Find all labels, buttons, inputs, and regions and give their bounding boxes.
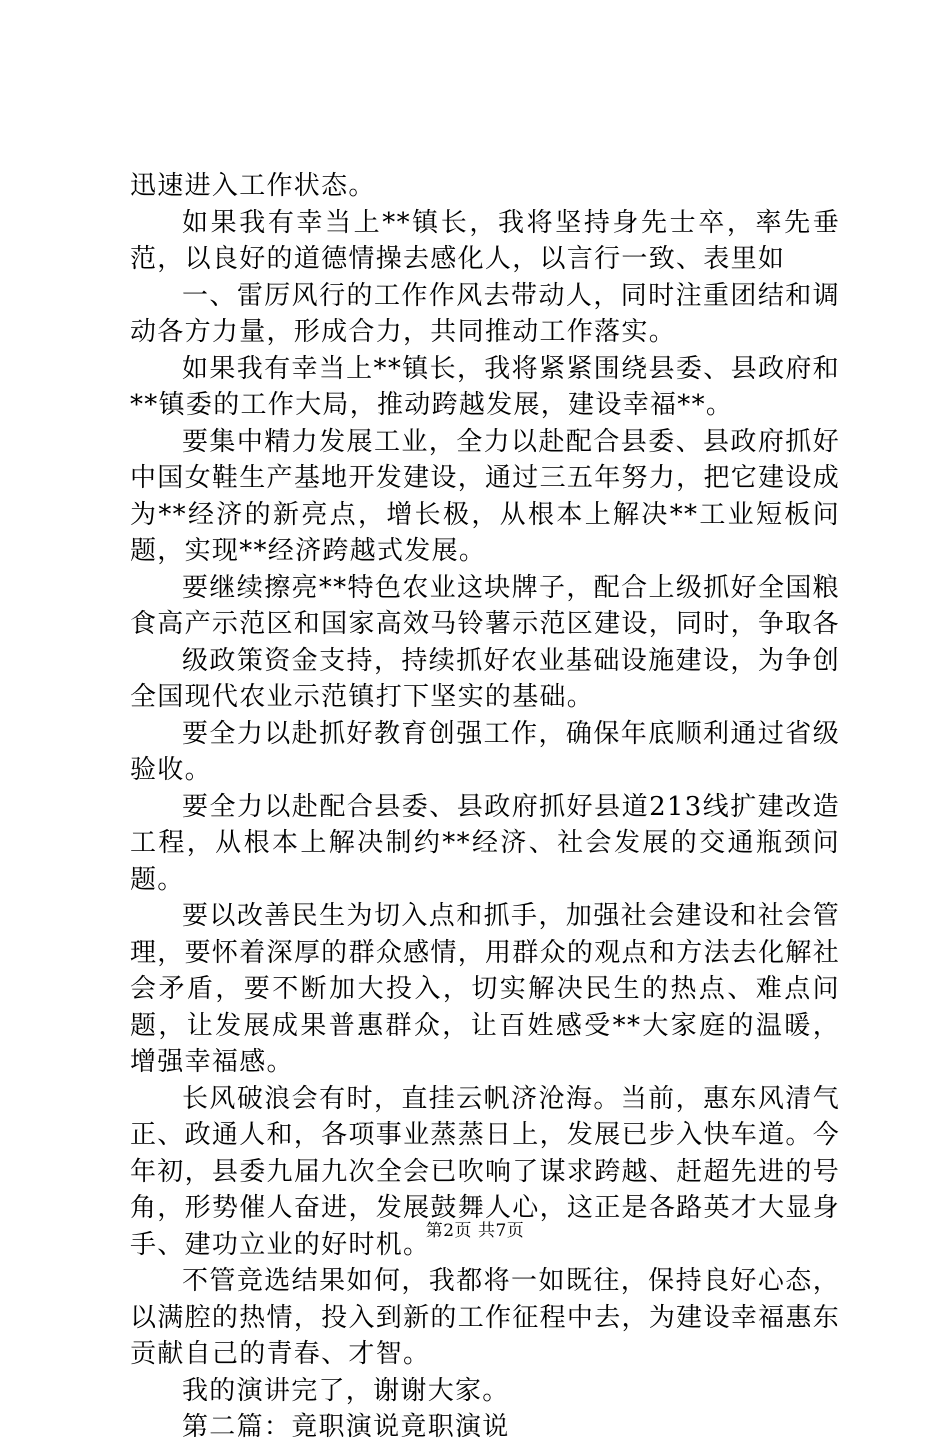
document-body — [130, 168, 840, 1446]
paragraph-7: 级政策资金支持，持续抓好农业基础设施建设，为争创全国现代农业示范镇打下坚实的基础。 — [130, 645, 840, 712]
paragraph-12: 不管竞选结果如何，我都将一如既往，保持良好心态，以满腔的热情，投入到新的工作征程中去，为建设幸福惠东贡献自己的青春、才智。 — [130, 1266, 840, 1369]
paragraph-9: 要全力以赴配合县委、县政府抓好县道213线扩建改造工程，从根本上解决制约**经济、社会发展的交通瓶颈问题。 — [130, 791, 840, 895]
paragraph-8: 要全力以赴抓好教育创强工作，确保年底顺利通过省级验收。 — [130, 718, 840, 785]
paragraph-2: 如果我有幸当上**镇长，我将坚持身先士卒，率先垂范，以良好的道德情操去感化人，以言行一致、表里如 — [130, 207, 840, 274]
paragraph-14: 第二篇：竟职演说竟职演说 — [182, 1412, 510, 1442]
paragraph-1: 迅速进入工作状态。 — [130, 171, 376, 201]
paragraph-3: 一、雷厉风行的工作作风去带动人，同时注重团结和调动各方力量，形成合力，共同推动工作落实。 — [130, 280, 840, 347]
paragraph-4: 如果我有幸当上**镇长，我将紧紧围绕县委、县政府和**镇委的工作大局，推动跨越发展，建设幸福**。 — [130, 353, 840, 420]
paragraph-13: 我的演讲完了，谢谢大家。 — [182, 1375, 510, 1406]
paragraph-6: 要继续擦亮**特色农业这块牌子，配合上级抓好全国粮食高产示范区和国家高效马铃薯示范区建设，同时，争取各 — [130, 572, 840, 639]
paragraph-5: 要集中精力发展工业，全力以赴配合县委、县政府抓好中国女鞋生产基地开发建设，通过三五年努力，把它建设成为**经济的新亮点，增长极，从根本上解决**工业短板问题，实现**经济跨越式发展。 — [130, 426, 840, 566]
page-number-footer: 第2页 共7页 — [425, 1221, 525, 1241]
paragraph-10: 要以改善民生为切入点和抓手，加强社会建设和社会管理，要怀着深厚的群众感情，用群众的观点和方法去化解社会矛盾，要不断加大投入，切实解决民生的热点、难点问题，让发展成果普惠群众，让百姓感受**大家庭的温暖，增强幸福感。 — [130, 901, 840, 1077]
paragraph-11: 长风破浪会有时，直挂云帆济沧海。当前，惠东风清气正、政通人和，各项事业蒸蒸日上，发展已步入快车道。今年初，县委九届九次全会已吹响了谋求跨越、赶超先进的号角，形势催人奋进，发展鼓舞人心，这正是各路英才大显身手、建功立业的好时机。 — [130, 1083, 840, 1260]
